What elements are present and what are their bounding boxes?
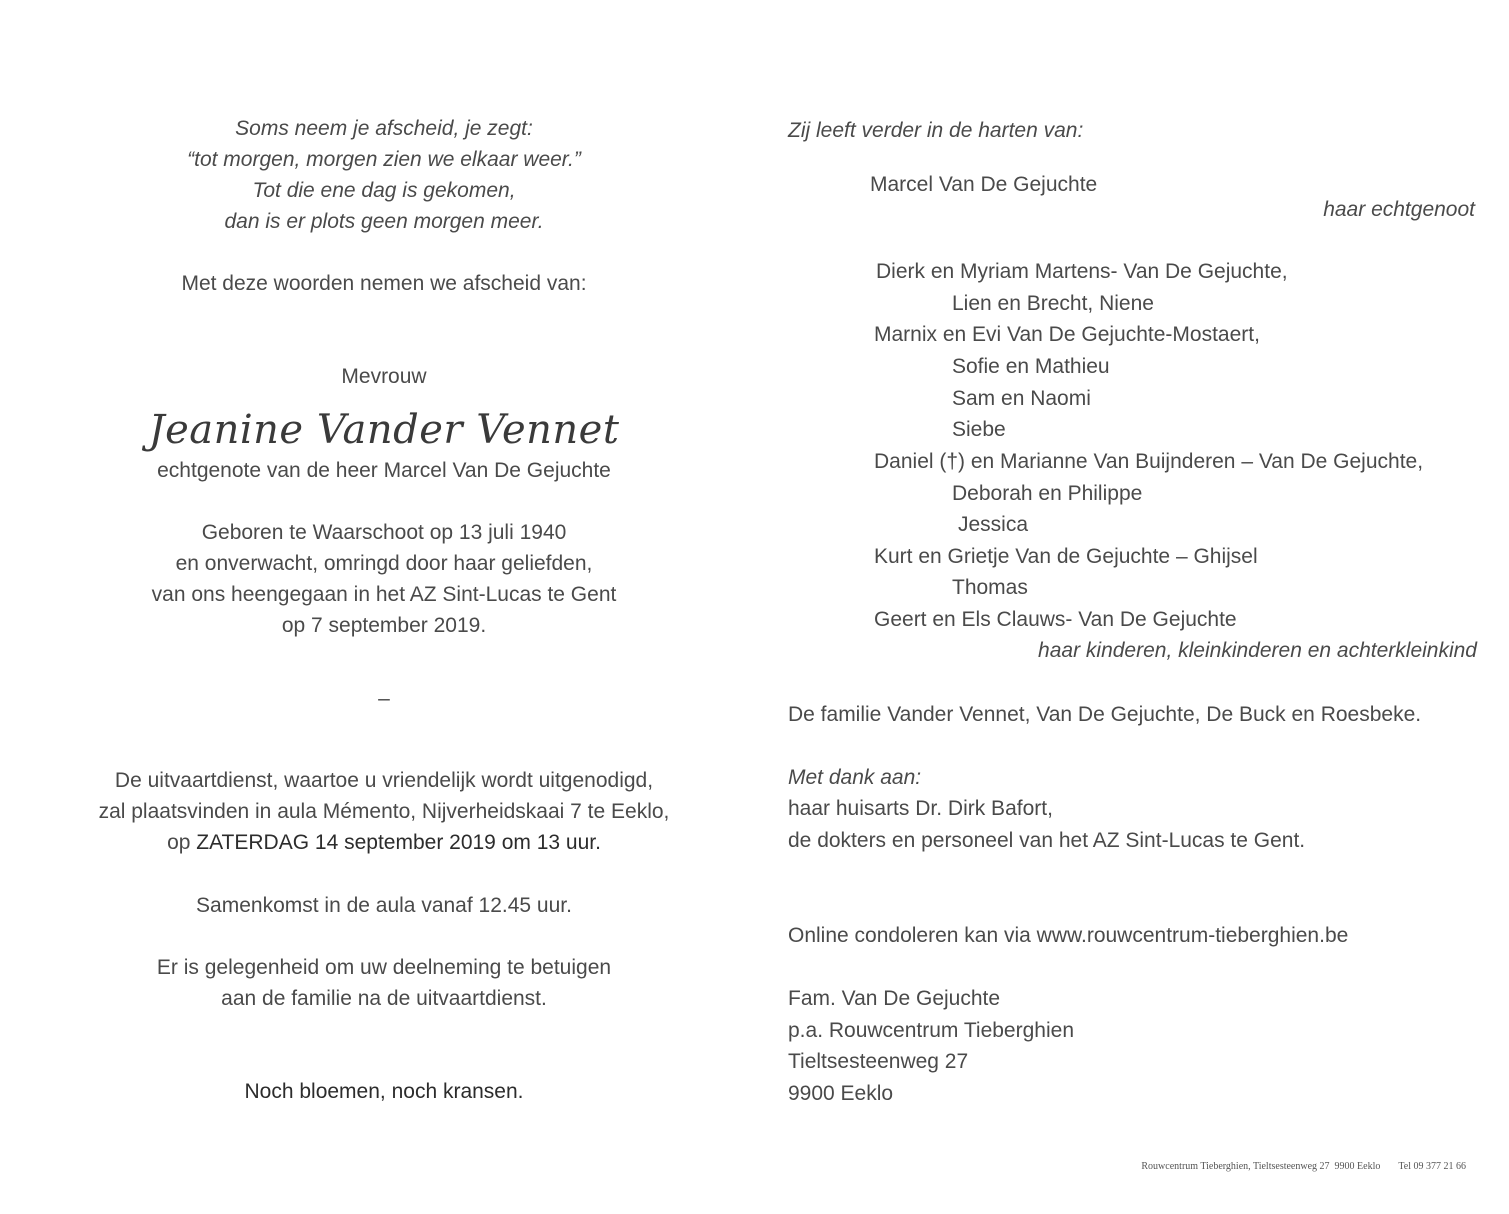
address-line-2: p.a. Rouwcentrum Tieberghien [788,1019,1074,1042]
condolence-line-2: aan de familie na de uitvaartdienst. [221,987,547,1010]
service-date: ZATERDAG 14 september 2019 om 13 uur. [196,831,601,854]
footer-city: 9900 Eeklo [1334,1161,1381,1172]
service-line-1: De uitvaartdienst, waartoe u vriendelijk wordt uitgenodigd, [114,769,654,792]
address-line-1: Fam. Van De Gejuchte [788,987,1001,1010]
birth-line-4: op 7 september 2019. [281,614,487,637]
honorific: Mevrouw [341,365,427,388]
service-line-2: zal plaatsvinden in aula Mémento, Nijverheidskaai 7 te Eeklo, [98,800,670,823]
birth-line-2: en onverwacht, omringd door haar geliefden, [175,552,593,575]
address-line-3: Tieltsesteenweg 27 [788,1050,969,1073]
poem-line-1: Soms neem je afscheid, je zegt: [235,117,533,140]
footer-company: Rouwcentrum Tieberghien, Tieltsesteenweg 27 [1141,1161,1330,1172]
family-line-4: Sofie en Mathieu [952,355,1110,378]
thanks-heading: Met dank aan: [788,766,922,789]
family-line-10: Kurt en Grietje Van de Gejuchte – Ghijsel [874,545,1258,568]
printer-footer [1141,1161,1466,1172]
family-line-6: Siebe [952,418,1006,441]
poem-line-2: “tot morgen, morgen zien we elkaar weer.” [187,148,581,171]
husband-name: Marcel Van De Gejuchte [870,173,1098,196]
thanks-line-2: de dokters en personeel van het AZ Sint-Lucas te Gent. [788,829,1306,852]
farewell-intro: Met deze woorden nemen we afscheid van: [181,272,587,295]
remembered-heading: Zij leeft verder in de harten van: [788,119,1084,142]
deceased-name: Jeanine Vander Vennet [148,407,620,453]
separator-dash: – [378,687,390,710]
family-line-1: Dierk en Myriam Martens- Van De Gejuchte, [876,260,1288,283]
poem-line-4: dan is er plots geen morgen meer. [224,210,544,233]
family-line-9: Jessica [958,513,1029,536]
family-line-5: Sam en Naomi [952,387,1091,410]
family-line-2: Lien en Brecht, Niene [952,292,1154,315]
family-line-12: Geert en Els Clauws- Van De Gejuchte [874,608,1237,631]
flowers-note: Noch bloemen, noch kransen. [244,1080,524,1103]
family-line-7: Daniel (†) en Marianne Van Buijnderen – Van De Gejuchte, [874,450,1424,473]
footer-phone: Tel 09 377 21 66 [1398,1161,1466,1172]
extended-family: De familie Vander Vennet, Van De Gejuchte, De Buck en Roesbeke. [788,703,1422,726]
family-line-11: Thomas [952,576,1028,599]
online-condolence: Online condoleren kan via www.rouwcentrum-tieberghien.be [788,924,1349,947]
birth-line-1: Geboren te Waarschoot op 13 juli 1940 [201,521,567,544]
family-line-8: Deborah en Philippe [952,482,1143,505]
address-line-4: 9900 Eeklo [788,1082,894,1105]
spouse-line: echtgenote van de heer Marcel Van De Gejuchte [157,459,611,482]
gathering-line: Samenkomst in de aula vanaf 12.45 uur. [196,894,572,917]
condolence-line-1: Er is gelegenheid om uw deelneming te betuigen [156,956,612,979]
birth-line-3: van ons heengegaan in het AZ Sint-Lucas te Gent [151,583,617,606]
children-role: haar kinderen, kleinkinderen en achterkleinkind [1038,639,1477,662]
poem-line-3: Tot die ene dag is gekomen, [252,179,516,202]
service-date-prefix: op [167,831,197,854]
thanks-line-1: haar huisarts Dr. Dirk Bafort, [788,797,1053,820]
family-line-3: Marnix en Evi Van De Gejuchte-Mostaert, [874,323,1260,346]
husband-role: haar echtgenoot [1323,198,1475,221]
service-date-line [4,832,764,853]
